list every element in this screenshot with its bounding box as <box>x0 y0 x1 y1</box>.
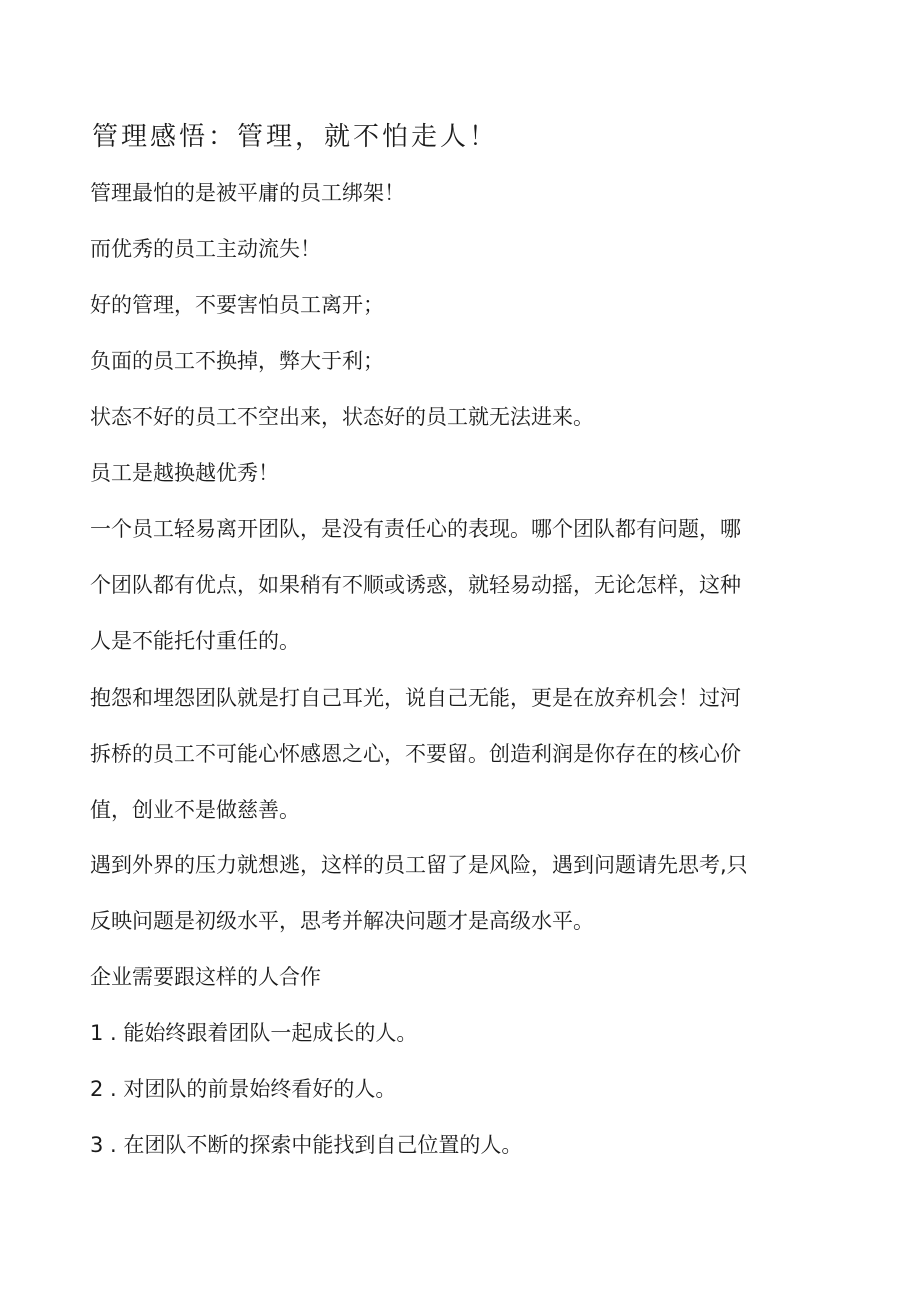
paragraph-line: 拆桥的员工不可能心怀感恩之心，不要留。创造利润是你存在的核心价 <box>90 742 741 766</box>
paragraph-line: 抱怨和埋怨团队就是打自己耳光，说自己无能，更是在放弃机会！过河 <box>90 686 741 710</box>
list-item-text: 2 . 对团队的前景始终看好的人。 <box>90 1077 397 1101</box>
paragraph-3 <box>90 277 830 333</box>
paragraph-line: 员工是越换越优秀！ <box>90 461 279 485</box>
paragraph-8 <box>90 670 830 838</box>
paragraph-line: 一个员工轻易离开团队，是没有责任心的表现。哪个团队都有问题，哪 <box>90 517 741 541</box>
paragraph-line: 个团队都有优点，如果稍有不顺或诱惑，就轻易动摇，无论怎样，这种 <box>90 573 741 597</box>
paragraph-line: 而优秀的员工主动流失！ <box>90 237 321 261</box>
paragraph-5 <box>90 389 830 445</box>
paragraph-line: 企业需要跟这样的人合作 <box>90 965 321 989</box>
paragraph-7 <box>90 501 830 669</box>
list-item-1 <box>90 1005 830 1061</box>
list-item-text: 1 . 能始终跟着团队一起成长的人。 <box>90 1021 418 1045</box>
paragraph-2 <box>90 221 830 277</box>
paragraph-line: 值，创业不是做慈善。 <box>90 798 300 822</box>
document-title: 管理感悟：管理，就不怕走人！ <box>92 122 499 152</box>
paragraph-line: 遇到外界的压力就想逃，这样的员工留了是风险，遇到问题请先思考,只 <box>90 853 748 877</box>
paragraph-1 <box>90 165 830 221</box>
paragraph-10 <box>90 949 830 1005</box>
list-item-text: 3 . 在团队不断的探索中能找到自己位置的人。 <box>90 1133 523 1157</box>
paragraph-4 <box>90 333 830 389</box>
list-item-3 <box>90 1117 830 1173</box>
paragraph-line: 人是不能托付重任的。 <box>90 629 300 653</box>
paragraph-line: 状态不好的员工不空出来，状态好的员工就无法进来。 <box>90 405 594 429</box>
paragraph-line: 反映问题是初级水平，思考并解决问题才是高级水平。 <box>90 909 594 933</box>
list-item-2 <box>90 1061 830 1117</box>
paragraph-line: 管理最怕的是被平庸的员工绑架！ <box>90 181 405 205</box>
paragraph-6 <box>90 445 830 501</box>
paragraph-line: 好的管理，不要害怕员工离开； <box>90 293 384 317</box>
paragraph-line: 负面的员工不换掉，弊大于利； <box>90 349 384 373</box>
paragraph-9 <box>90 837 830 949</box>
